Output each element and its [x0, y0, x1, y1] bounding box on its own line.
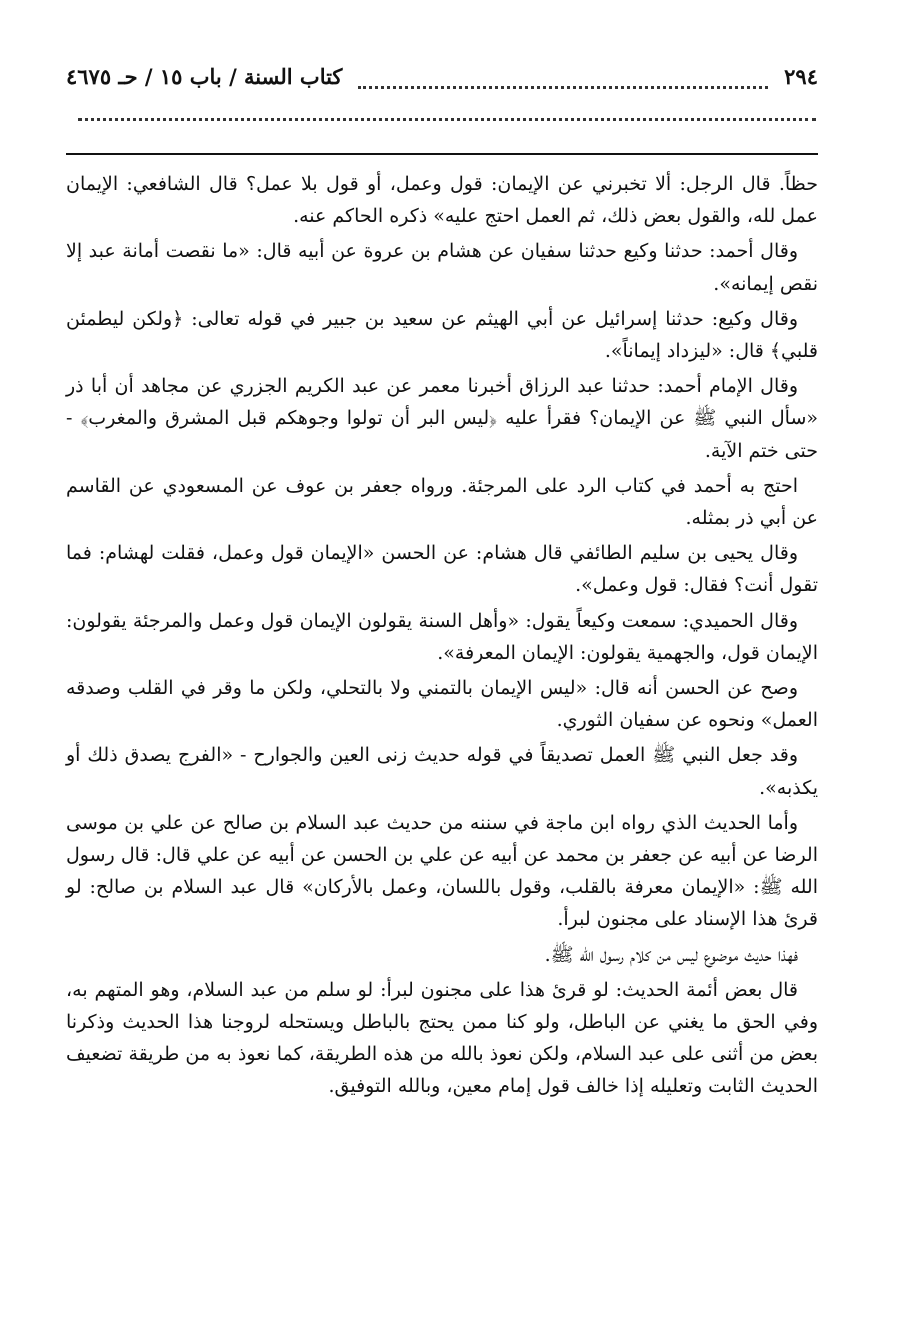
paragraph: حظاً. قال الرجل: ألا تخبرني عن الإيمان: قول وعمل، أو قول بلا عمل؟ قال الشافعي: الإيمان عمل لله، والقول بعض ذلك، ثم العمل احتج عليه» ذكره الحاكم عنه.	[66, 173, 818, 228]
page-header	[66, 56, 818, 96]
main-text	[66, 168, 818, 1106]
paragraph: وقد جعل النبي ﷺ العمل تصديقاً في قوله حديث زنى العين والجوارح - «الفرج يصدق ذلك أو يكذبه».	[66, 744, 818, 799]
header-rule	[66, 153, 818, 155]
paragraph: وقال الحميدي: سمعت وكيعاً يقول: «وأهل السنة يقولون الإيمان قول وعمل والمرجئة يقولون: الإيمان قول، والجهمية يقولون: الإيمان المعرفة».	[66, 609, 818, 664]
dotted-separator	[78, 112, 816, 121]
paragraph: احتج به أحمد في كتاب الرد على المرجئة. ورواه جعفر بن عوف عن المسعودي عن القاسم عن أبي ذر بمثله.	[66, 474, 818, 530]
paragraph: وقال يحيى بن سليم الطائفي قال هشام: عن الحسن «الإيمان قول وعمل، فقلت لهشام: فما تقول أنت؟ فقال: قول وعمل».	[66, 542, 818, 597]
paragraph: قال بعض أئمة الحديث: لو قرئ هذا على مجنون لبرأ: لو سلم من عبد السلام، وهو المتهم به، وفي الحق ما يغني عن الباطل، ولو كنا ممن يحتج بالباطل ويستحله لروجنا هذا الحديث وذكرنا بعض من أثنى على عبد السلام، ولكن نعوذ بالله من هذه الطريقة، كما نعوذ به من طريقة تضعيف الحديث الثابت وتعليله إذا خالف قول إمام معين، وبالله التوفيق.	[66, 978, 818, 1098]
paragraph: وقال وكيع: حدثنا إسرائيل عن أبي الهيثم عن سعيد بن جبير في قوله تعالى: ﴿ولكن ليطمئن قلبي﴾ قال: «ليزداد إيماناً».	[66, 307, 818, 363]
paragraph: وصح عن الحسن أنه قال: «ليس الإيمان بالتمني ولا بالتحلي، ولكن ما وقر في القلب وصدقه العمل» ونحوه عن سفيان الثوري.	[66, 677, 818, 732]
running-title: كتاب السنة / باب ١٥ / حـ ٤٦٧٥	[66, 63, 343, 89]
paragraph: وقال أحمد: حدثنا وكيع حدثنا سفيان عن هشام بن عروة عن أبيه قال: «ما نقصت أمانة عبد إلا نقص إيمانه».	[66, 240, 818, 295]
paragraph: وقال الإمام أحمد: حدثنا عبد الرزاق أخبرنا معمر عن عبد الكريم الجزري عن مجاهد أن أبا ذر «سأل النبي ﷺ عن الإيمان؟ فقرأ عليه ﴿ليس البر أن تولوا وجوهكم قبل المشرق والمغرب﴾ - حتى ختم الآية.	[66, 375, 818, 462]
paragraph: فهذا حديث موضوع ليس من كلام رسول الله ﷺ.	[544, 943, 798, 966]
page-number: ٢٩٤	[784, 63, 818, 89]
header-dotted-leader	[358, 76, 768, 89]
paragraph: وأما الحديث الذي رواه ابن ماجة في سننه من حديث عبد السلام بن صالح عن علي بن موسى الرضا عن أبيه عن جعفر بن محمد عن أبيه عن علي بن الحسن عن أبيه عن علي قال: قال رسول الله ﷺ: «الإيمان معرفة بالقلب، وقول باللسان، وعمل بالأركان» قال عبد السلام بن صالح: لو قرئ هذا الإسناد على مجنون لبرأ.	[66, 811, 818, 931]
